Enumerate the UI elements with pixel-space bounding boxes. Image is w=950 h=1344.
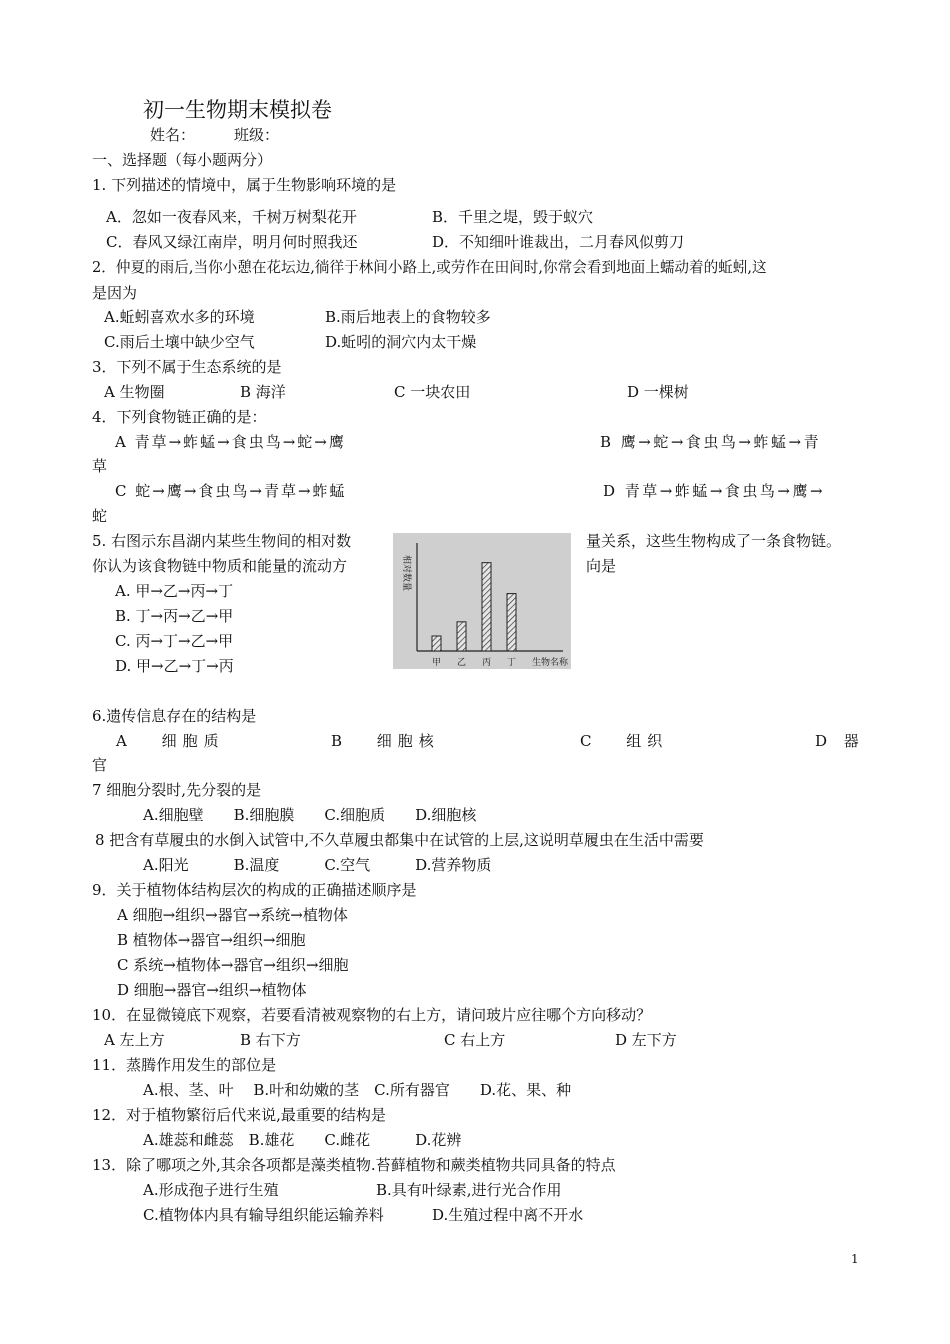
- q2-option-a: A.蚯蚓喜欢水多的环境: [104, 308, 255, 326]
- q10-option-c: C 右上方: [444, 1031, 506, 1049]
- q5-option-d: D. 甲→乙→丁→丙: [115, 657, 234, 675]
- q2-option-d: D.蚯吲的洞穴内太干燥: [325, 333, 477, 351]
- q13-option-c: C.植物体内具有输导组织能运输养料: [143, 1206, 384, 1224]
- q2-option-b: B.雨后地表上的食物较多: [325, 308, 491, 326]
- bars: [432, 563, 516, 668]
- q5-stem-left2: 你认为该食物链中物质和能量的流动方: [92, 557, 348, 575]
- x-axis-label: 生物名称: [532, 658, 569, 668]
- q10-stem: 10．在显微镜底下观察，若要看清被观察物的右上方，请问玻片应往哪个方向移动？: [92, 1006, 652, 1024]
- q11-options: A.根、茎、叶 B.叶和幼嫩的茎 C.所有器官 D.花、果、种: [143, 1081, 572, 1099]
- q6-option-d-wrap: 官: [92, 756, 108, 774]
- q5-option-c: C. 丙→丁→乙→甲: [115, 632, 234, 650]
- q9-option-a: A 细胞→组织→器官→系统→植物体: [117, 906, 348, 924]
- q4-option-a: A 青草→蚱蜢→食虫鸟→蛇→鹰: [115, 433, 346, 451]
- q1-stem: 1. 下列描述的情境中，属于生物影响环境的是: [92, 176, 397, 194]
- q10-option-d: D 左下方: [615, 1031, 677, 1049]
- q1-option-a: A．忽如一夜春风来，千树万树梨花开: [106, 208, 357, 226]
- q10-option-a: A 左上方: [104, 1031, 165, 1049]
- page-title: 初一生物期末模拟卷: [143, 98, 332, 122]
- q3-option-b: B 海洋: [240, 383, 286, 401]
- q13-option-a: A.形成孢子进行生殖: [143, 1181, 279, 1199]
- q3-stem: 3．下列不属于生态系统的是: [92, 358, 282, 376]
- y-axis-label: 相对数量: [401, 555, 411, 592]
- q9-option-b: B 植物体→器官→组织→细胞: [117, 931, 306, 949]
- q4-option-d-wrap: 蛇: [92, 507, 108, 525]
- q6-option-c: C 组织: [580, 732, 669, 750]
- q13-option-d: D.生殖过程中离不开水: [432, 1206, 584, 1224]
- q10-option-b: B 右下方: [240, 1031, 301, 1049]
- q1-option-c: C．春风又绿江南岸，明月何时照我还: [106, 233, 358, 251]
- chart-canvas: [393, 533, 571, 669]
- q5-option-b: B. 丁→丙→乙→甲: [115, 607, 234, 625]
- name-label: 姓名：: [150, 126, 196, 144]
- q4-option-d: D 青草→蚱蜢→食虫鸟→鹰→: [603, 482, 826, 500]
- q13-stem: 13．除了哪项之外,其余各项都是藻类植物.苔藓植物和蕨类植物共同具备的特点: [92, 1156, 616, 1174]
- q5-option-a: A. 甲→乙→丙→丁: [115, 582, 234, 600]
- q6-option-a: A 细胞质: [116, 732, 225, 750]
- q2-option-c: C.雨后土壤中缺少空气: [104, 333, 255, 351]
- x-tick-label-3: 丁: [506, 658, 517, 668]
- bar-2: [482, 563, 491, 651]
- q4-stem: 4．下列食物链正确的是：: [92, 408, 267, 426]
- page-number: 1: [851, 1252, 859, 1266]
- x-tick-label-2: 丙: [481, 658, 492, 668]
- q7-options: A.细胞壁 B.细胞膜 C.细胞质 D.细胞核: [143, 806, 477, 824]
- q4-option-b: B 鹰→蛇→食虫鸟→蚱蜢→青: [600, 433, 822, 451]
- q12-stem: 12．对于植物繁衍后代来说,最重要的结构是: [92, 1106, 386, 1124]
- q8-stem: 8 把含有草履虫的水倒入试管中,不久草履虫都集中在试管的上层,这说明草履虫在生活中需要: [95, 831, 704, 849]
- food-chain-bar-chart: [393, 533, 571, 669]
- q3-option-c: C 一块农田: [394, 383, 471, 401]
- class-label: 班级：: [234, 126, 280, 144]
- q5-stem-right1: 量关系，这些生物构成了一条食物链。: [586, 532, 842, 550]
- x-tick-label-1: 乙: [456, 658, 467, 668]
- q9-stem: 9．关于植物体结构层次的构成的正确描述顺序是: [92, 881, 417, 899]
- q12-options: A.雄蕊和雌蕊 B.雄花 C.雌花 D.花辨: [143, 1131, 462, 1149]
- q2-stem-line2: 是因为: [92, 284, 138, 302]
- q6-option-b: B 细胞核: [331, 732, 440, 750]
- bar-1: [457, 622, 466, 651]
- q4-option-c: C 蛇→鹰→食虫鸟→青草→蚱蜢: [115, 482, 347, 500]
- q3-option-d: D 一棵树: [627, 383, 689, 401]
- q1-option-d: D．不知细叶谁裁出，二月春风似剪刀: [432, 233, 685, 251]
- q4-option-b-wrap: 草: [92, 457, 108, 475]
- q6-stem: 6.遗传信息存在的结构是: [92, 707, 257, 725]
- q7-stem: 7 细胞分裂时,先分裂的是: [92, 781, 262, 799]
- q13-option-b: B.具有叶绿素,进行光合作用: [376, 1181, 562, 1199]
- q9-option-d: D 细胞→器官→组织→植物体: [117, 981, 307, 999]
- q5-stem-left1: 5. 右图示东昌湖内某些生物间的相对数: [92, 532, 352, 550]
- bar-0: [432, 636, 441, 651]
- q2-stem-line1: 2．仲夏的雨后,当你小憩在花坛边,徜徉于林间小路上,或劳作在田间时,你常会看到地面上蠕动着的蚯蚓,这: [92, 259, 767, 276]
- q3-option-a: A 生物圈: [104, 383, 165, 401]
- q1-option-b: B．千里之堤，毁于蚁穴: [432, 208, 594, 226]
- q8-options: A.阳光 B.温度 C.空气 D.营养物质: [143, 856, 492, 874]
- section-title: 一、选择题（每小题两分）: [92, 151, 273, 169]
- bar-3: [507, 594, 516, 651]
- q6-option-d: D 器: [815, 732, 859, 750]
- q5-stem-right2: 向是: [586, 557, 617, 575]
- x-tick-label-0: 甲: [431, 658, 442, 668]
- q9-option-c: C 系统→植物体→器官→组织→细胞: [117, 956, 349, 974]
- q11-stem: 11．蒸腾作用发生的部位是: [92, 1056, 277, 1074]
